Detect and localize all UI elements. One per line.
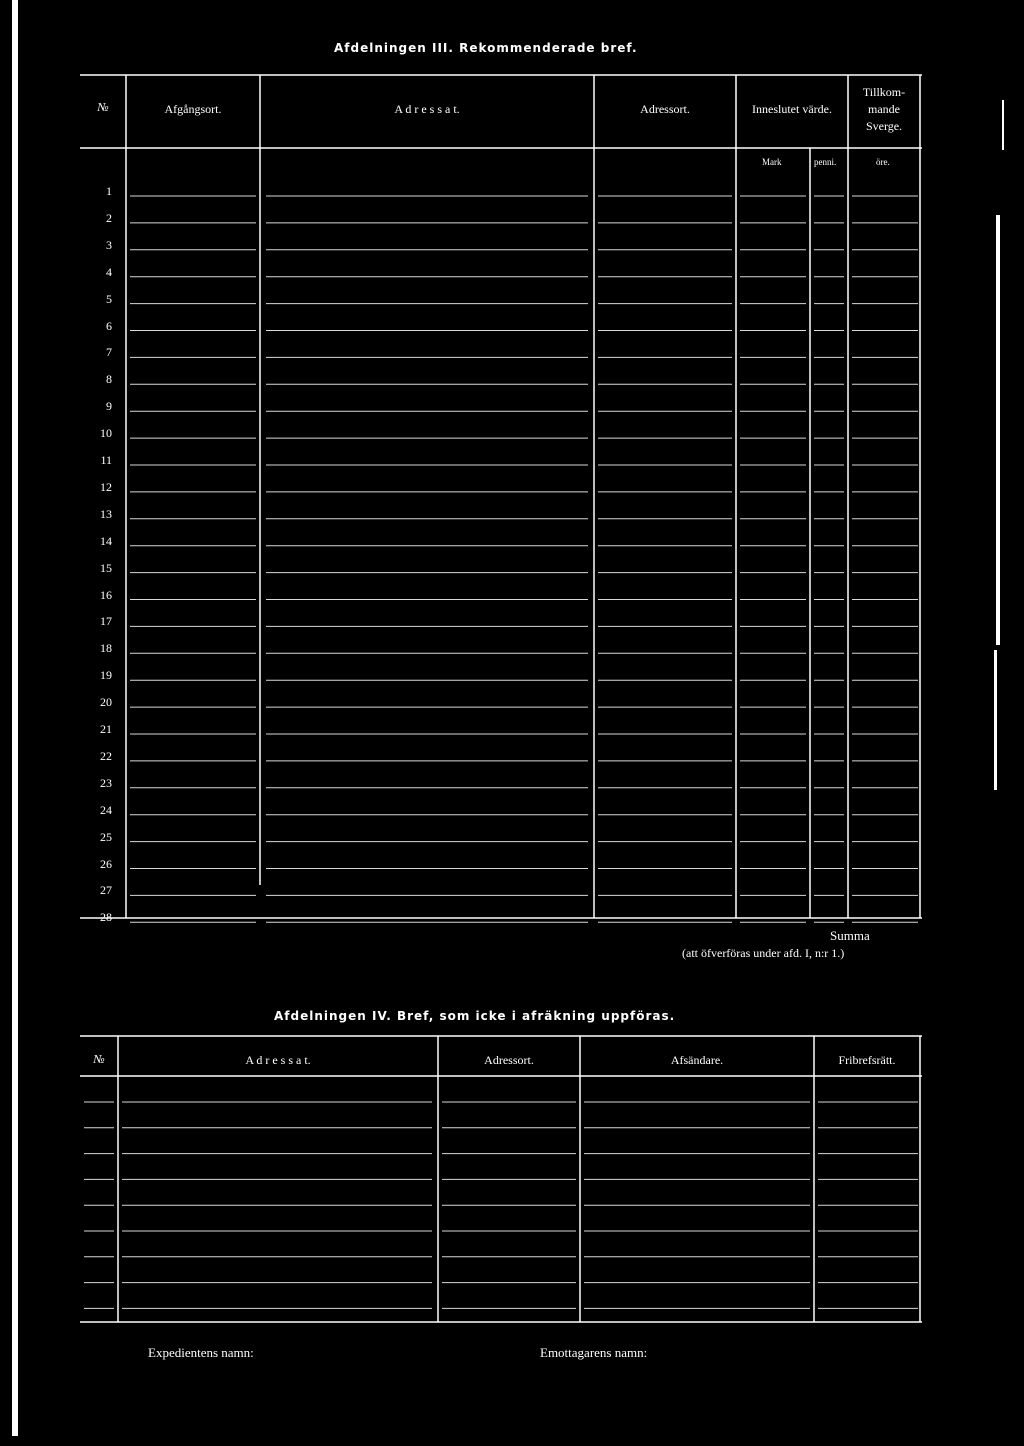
- row-number: 6: [106, 318, 112, 333]
- column-header-tillkommande-1: Tillkom-: [862, 85, 906, 99]
- section4-title: Afdelningen IV. Bref, som icke i afräkning uppföras.: [274, 1009, 676, 1023]
- row-number: 21: [100, 722, 112, 736]
- summa-note: (att öfverföras under afd. I, n:r 1.): [682, 946, 845, 960]
- column-header-adressort: Adressort.: [640, 102, 690, 116]
- row-number: 5: [106, 291, 112, 306]
- row-number: 16: [100, 587, 112, 602]
- emottagare-name-label: Emottagarens namn:: [540, 1345, 648, 1360]
- row-number: 27: [100, 883, 112, 898]
- column-header-tillkommande-2: mande: [868, 102, 900, 116]
- column-header-no: №: [97, 100, 109, 114]
- row-number: 1: [106, 184, 112, 198]
- row-number: 22: [100, 748, 112, 763]
- s4-column-header-adressort: Adressort.: [484, 1053, 534, 1067]
- row-number: 17: [100, 614, 112, 629]
- row-number: 18: [100, 641, 112, 656]
- row-number: 24: [100, 802, 112, 817]
- column-header-inneslutet: Inneslutet värde.: [752, 102, 832, 116]
- expedient-name-label: Expedientens namn:: [148, 1345, 254, 1360]
- row-number: 25: [100, 829, 112, 844]
- s4-column-header-no: №: [93, 1052, 105, 1066]
- row-number: 11: [100, 453, 112, 467]
- row-number: 14: [100, 533, 112, 548]
- row-number: 2: [106, 210, 112, 225]
- s4-column-header-adressat: A d r e s s a t.: [245, 1053, 311, 1067]
- row-number: 12: [100, 479, 112, 494]
- section4-table: [0, 1030, 1024, 1330]
- row-number: 9: [106, 399, 112, 414]
- column-header-adressat: A d r e s s a t.: [394, 102, 460, 116]
- row-number: 20: [100, 695, 112, 710]
- row-number: 23: [100, 775, 112, 790]
- section3-title: Afdelningen III. Rekommenderade bref.: [334, 41, 638, 55]
- column-header-afgangsort: Afgångsort.: [164, 102, 222, 116]
- row-number: 4: [106, 264, 112, 279]
- subheader-penni: penni.: [814, 157, 837, 167]
- row-number: 3: [106, 237, 112, 252]
- s4-column-header-afsandare: Afsändare.: [670, 1053, 724, 1067]
- row-number: 7: [106, 345, 112, 360]
- row-number: 8: [106, 372, 112, 387]
- row-number: 26: [100, 856, 112, 871]
- summa-label: Summa: [830, 928, 870, 943]
- row-number: 28: [100, 910, 112, 925]
- subheader-ore: öre.: [876, 157, 890, 167]
- s4-column-header-fribrefsratt: Fribrefsrätt.: [838, 1053, 896, 1067]
- row-number: 15: [100, 560, 112, 575]
- row-number: 13: [100, 506, 112, 521]
- row-number: 10: [100, 426, 112, 441]
- row-number: 19: [100, 668, 112, 683]
- subheader-mark: Mark: [762, 157, 782, 167]
- column-header-tillkommande-3: Sverge.: [865, 119, 903, 133]
